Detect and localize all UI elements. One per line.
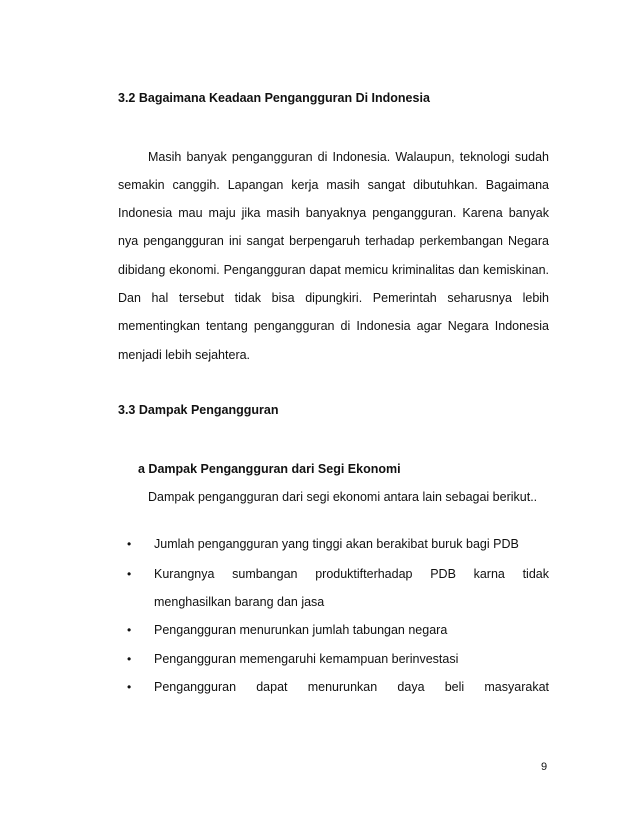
bullet-icon: • (127, 680, 132, 694)
section-3-2-heading: 3.2 Bagaimana Keadaan Pengangguran Di Indonesia (118, 91, 430, 105)
bullet-icon: • (127, 537, 132, 551)
paragraph-line: Masih banyak pengangguran di Indonesia. Walaupun, teknologi sudah (148, 150, 549, 164)
paragraph-line: menjadi lebih sejahtera. (118, 348, 251, 362)
paragraph-line: mementingkan tentang pengangguran di Indonesia agar Negara Indonesia (118, 319, 549, 333)
paragraph-line: nya pengangguran ini sangat berpengaruh terhadap perkembangan Negara (118, 234, 549, 248)
paragraph-line: Indonesia mau maju jika masih banyaknya pengangguran. Karena banyak (118, 206, 549, 220)
bullet-text: Kurangnya sumbangan produktifterhadap PDB karna tidak (154, 567, 549, 581)
subsection-a-heading: a Dampak Pengangguran dari Segi Ekonomi (138, 462, 401, 476)
bullet-icon: • (127, 567, 132, 581)
page-number: 9 (541, 761, 548, 773)
subsection-intro: Dampak pengangguran dari segi ekonomi antara lain sebagai berikut.. (148, 490, 538, 504)
bullet-text: Jumlah pengangguran yang tinggi akan berakibat buruk bagi PDB (154, 537, 519, 551)
bullet-icon: • (127, 623, 132, 637)
paragraph-line: Dan hal tersebut tidak bisa dipungkiri. Pemerintah seharusnya lebih (118, 291, 549, 305)
bullet-text: Pengangguran dapat menurunkan daya beli masyarakat (154, 680, 549, 694)
paragraph-line: dibidang ekonomi. Pengangguran dapat memicu kriminalitas dan kemiskinan. (118, 263, 549, 277)
bullet-text-continuation: menghasilkan barang dan jasa (154, 595, 325, 609)
bullet-icon: • (127, 652, 132, 666)
paragraph-line: semakin canggih. Lapangan kerja masih sangat dibutuhkan. Bagaimana (118, 178, 549, 192)
bullet-text: Pengangguran menurunkan jumlah tabungan negara (154, 623, 448, 637)
section-3-3-heading: 3.3 Dampak Pengangguran (118, 403, 279, 417)
bullet-text: Pengangguran memengaruhi kemampuan berinvestasi (154, 652, 459, 666)
